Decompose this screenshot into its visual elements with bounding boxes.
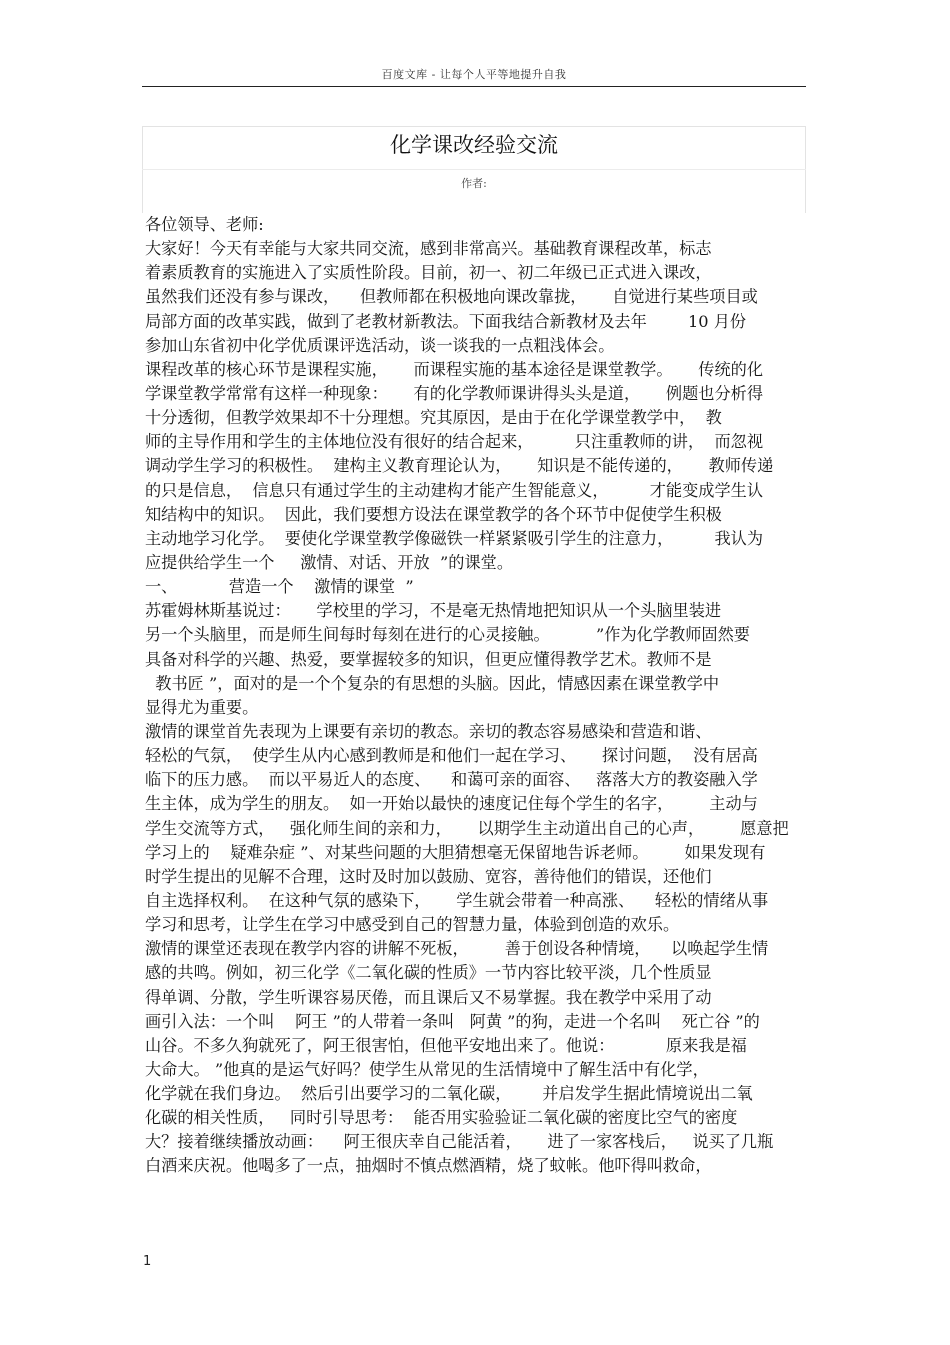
body-line: 感的共鸣。例如，初三化学《二氧化碳的性质》一节内容比较平淡，几个性质显: [145, 963, 712, 983]
body-line: 另一个头脑里，而是师生间每时每刻在进行的心灵接触。 ”作为化学教师固然要: [145, 625, 750, 645]
body-line: 各位领导、老师:: [145, 215, 264, 234]
body-line: 着素质教育的实施进入了实质性阶段。目前，初一、初二年级已正式进入课改，: [145, 263, 712, 283]
body-line: 轻松的气氛， 使学生从内心感到教师是和他们一起在学习、 探讨问题， 没有居高: [145, 746, 758, 766]
body-line: 苏霍姆林斯基说过： 学校里的学习，不是毫无热情地把知识从一个头脑里装进: [145, 601, 722, 621]
page-header: 百度文库 - 让每个人平等地提升自我: [381, 68, 567, 81]
body-line: 激情的课堂还表现在教学内容的讲解不死板， 善于创设各种情境， 以唤起学生情: [145, 939, 769, 959]
body-line: 化学就在我们身边。 然后引出要学习的二氧化碳， 并启发学生据此情境说出二氧: [145, 1084, 753, 1104]
body-line: 化碳的相关性质， 同时引导思考： 能否用实验验证二氧化碳的密度比空气的密度: [145, 1108, 738, 1128]
body-line: 局部方面的改革实践，做到了老教材新教法。下面我结合新教材及去年 10 月份: [145, 311, 747, 331]
body-line: 调动学生学习的积极性。 建构主义教育理论认为， 知识是不能传递的， 教师传递: [145, 456, 774, 476]
body-line: 山谷。不多久狗就死了，阿王很害怕，但他平安地出来了。他说： 原来我是福: [145, 1035, 747, 1055]
body-line: 师的主导作用和学生的主体地位没有很好的结合起来， 只注重教师的讲， 而忽视: [145, 432, 764, 452]
body-line: 显得尤为重要。: [145, 697, 259, 717]
body-line: 课程改革的核心环节是课程实施， 而课程实施的基本途径是课堂教学。 传统的化: [145, 359, 764, 379]
body-line: 参加山东省初中化学优质课评选活动，谈一谈我的一点粗浅体会。: [145, 335, 615, 355]
header-divider: [142, 86, 806, 87]
body-line: 生主体，成为学生的朋友。 如一开始以最快的速度记住每个学生的名字， 主动与: [145, 794, 758, 814]
body-line: 教书匠 ”，面对的是一个个复杂的有思想的头脑。因此，情感因素在课堂教学中: [145, 673, 720, 693]
body-line: 十分透彻，但教学效果却不十分理想。究其原因，是由于在化学课堂教学中， 教: [145, 408, 722, 428]
document-title: 化学课改经验交流: [390, 133, 558, 157]
document-body: [145, 213, 807, 1179]
title-block: [142, 126, 806, 213]
body-line: 学习上的 疑难杂症 ”、对某些问题的大胆猜想毫无保留地告诉老师。 如果发现有: [145, 842, 766, 862]
body-line: 大家好！今天有幸能与大家共同交流，感到非常高兴。基础教育课程改革，标志: [145, 239, 712, 259]
section-heading: 一、 营造一个 激情的课堂 ”: [145, 577, 414, 597]
document-author: 作者:: [461, 177, 487, 190]
body-line: 时学生提出的见解不合理，这时及时加以鼓励、宽容，善待他们的错误，还他们: [145, 866, 712, 886]
body-line: 具备对科学的兴趣、热爱，要掌握较多的知识，但更应懂得教学艺术。教师不是: [145, 649, 712, 669]
body-line: 画引入法：一个叫 阿王 ”的人带着一条叫 阿黄 ”的狗，走进一个名叫 死亡谷 ”的: [145, 1011, 760, 1031]
body-line: 学习和思考，让学生在学习中感受到自己的智慧力量，体验到创造的欢乐。: [145, 915, 680, 935]
body-line: 学课堂教学常常有这样一种现象： 有的化学教师课讲得头头是道， 例题也分析得: [145, 383, 764, 403]
body-line: 临下的压力感。 而以平易近人的态度、 和蔼可亲的面容、 落落大方的教姿融入学: [145, 770, 758, 790]
body-line: 大？接着继续播放动画： 阿王很庆幸自己能活着， 进了一家客栈后， 说买了几瓶: [145, 1132, 774, 1152]
body-line: 大命大。 ”他真的是运气好吗？使学生从常见的生活情境中了解生活中有化学，: [145, 1059, 709, 1079]
body-line: 得单调、分散，学生听课容易厌倦，而且课后又不易掌握。我在教学中采用了动: [145, 987, 712, 1007]
body-line: 虽然我们还没有参与课改， 但教师都在积极地向课改靠拢， 自觉进行某些项目或: [145, 287, 758, 307]
body-line: 的只是信息， 信息只有通过学生的主动建构才能产生智能意义， 才能变成学生认: [145, 480, 764, 500]
title-block-divider: [142, 169, 806, 170]
body-line: 学生交流等方式， 强化师生间的亲和力， 以期学生主动道出自己的心声， 愿意把: [145, 818, 789, 838]
body-line: 激情的课堂首先表现为上课要有亲切的教态。亲切的教态容易感染和营造和谐、: [145, 721, 712, 741]
body-line: 应提供给学生一个 激情、对话、开放 ”的课堂。: [145, 552, 514, 572]
body-line: 自主选择权利。 在这种气氛的感染下， 学生就会带着一种高涨、 轻松的情绪从事: [145, 890, 769, 910]
page-number: 1: [143, 1254, 152, 1269]
body-line: 主动地学习化学。 要使化学课堂教学像磁铁一样紧紧吸引学生的注意力， 我认为: [145, 528, 764, 548]
body-line: 白酒来庆祝。他喝多了一点，抽烟时不慎点燃酒精，烧了蚊帐。他吓得叫救命，: [145, 1156, 712, 1176]
body-line: 知结构中的知识。 因此，我们要想方设法在课堂教学的各个环节中促使学生积极: [145, 504, 722, 524]
